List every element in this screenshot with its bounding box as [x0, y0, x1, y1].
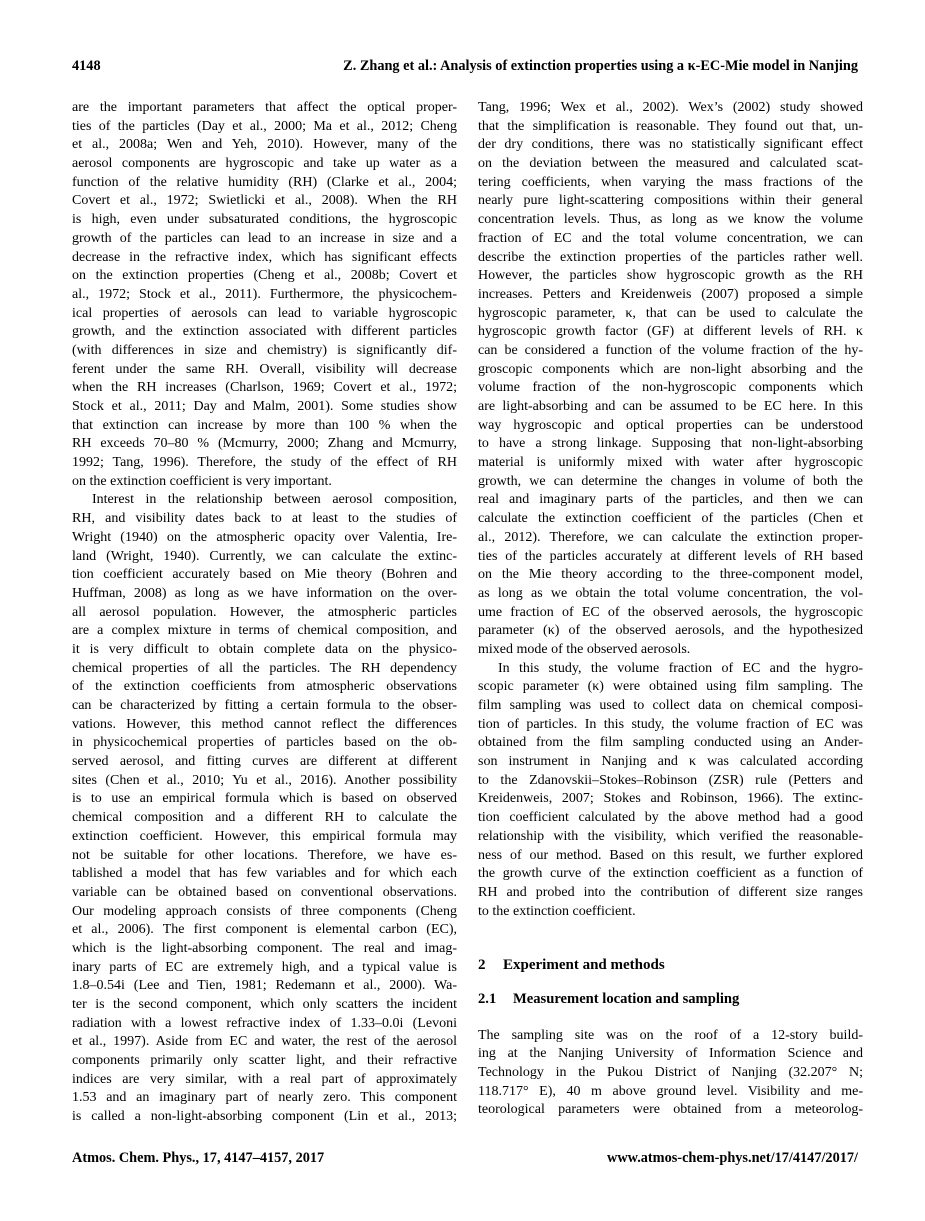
- text-line: relationship with the visibility, which verified the reasonable-: [478, 828, 863, 844]
- text-line: can be characterized by fitting a certain formula to the obser-: [72, 698, 457, 713]
- text-line: on the extinction properties (Cheng et al., 2008b; Covert et: [72, 268, 457, 284]
- text-line: aerosol components are hygroscopic and take up water as a: [72, 156, 457, 172]
- text-line: der dry conditions, there was no statistically significant effect: [478, 137, 863, 153]
- text-line: increases. Petters and Kreidenweis (2007) proposed a simple: [478, 286, 863, 302]
- section-number: 2: [478, 957, 486, 974]
- text-line: on the Mie theory according to the three-component model,: [478, 567, 863, 583]
- text-line: ness of our method. Based on this result, we further explored: [478, 847, 863, 863]
- section-heading: [478, 956, 863, 975]
- text-line: tering coefficients, when varying the mass fractions of the: [478, 174, 863, 190]
- text-line: Wright (1940) on the atmospheric opacity over Valentia, Ire-: [72, 529, 457, 545]
- text-line: tion coefficient accurately based on Mie theory (Bohren and: [72, 567, 457, 583]
- text-line: al., 1972; Stock et al., 2011). Furthermore, the physicochem-: [72, 286, 457, 302]
- text-line: parameter (κ) of the observed aerosols, and the hypothesized: [478, 623, 863, 639]
- text-line: Technology in the Pukou District of Nanjing (32.207° N;: [478, 1065, 863, 1081]
- text-line: 118.717° E), 40 m above ground level. Visibility and me-: [478, 1083, 863, 1099]
- right-column: [478, 99, 863, 1127]
- text-line: chemical properties of all the particles. The RH dependency: [72, 660, 457, 676]
- text-line: extinction coefficient. However, this empirical formula may: [72, 828, 457, 844]
- text-line: concentration levels. Thus, as long as we know the volume: [478, 212, 863, 228]
- text-line: mixed mode of the observed aerosols.: [478, 641, 691, 657]
- text-line: vations. However, this method cannot reflect the differences: [72, 716, 457, 732]
- text-line: Interest in the relationship between aerosol composition,: [92, 492, 457, 508]
- text-line: the growth curve of the extinction coefficient as a function of: [478, 866, 863, 882]
- page-header: [72, 58, 858, 75]
- text-line: ume fraction of EC of the observed aerosols, the hygroscopic: [478, 604, 863, 620]
- text-line: growth, and the extinction associated with different particles: [72, 324, 457, 340]
- text-line: 1.8–0.54i (Lee and Tien, 1981; Redemann et al., 2000). Wa-: [72, 978, 457, 994]
- text-line: served aerosol, and fitting curves are different at different: [72, 754, 457, 770]
- section-title: Experiment and methods: [503, 957, 665, 974]
- text-line: function of the relative humidity (RH) (Clarke et al., 2004;: [72, 174, 457, 190]
- text-line: teorological parameters were obtained from a meteorolog-: [478, 1102, 863, 1118]
- text-line: way hygroscopic and optical properties can be understood: [478, 417, 863, 433]
- text-line: land (Wright, 1940). Currently, we can calculate the extinc-: [72, 548, 457, 564]
- text-line: RH and probed into the contribution of different size ranges: [478, 884, 863, 900]
- text-line: when the RH increases (Charlson, 1969; Covert et al., 1972;: [72, 380, 457, 396]
- subsection-heading: [478, 990, 863, 1009]
- text-line: are light-absorbing and can be assumed to be EC here. In this: [478, 399, 863, 414]
- text-line: film sampling was used to collect data on chemical composi-: [478, 698, 863, 713]
- text-line: ing at the Nanjing University of Information Science and: [478, 1046, 863, 1062]
- text-columns: [72, 99, 863, 1127]
- text-line: is high, even under subsaturated conditions, the hygroscopic: [72, 212, 457, 228]
- paragraph: [478, 660, 863, 922]
- text-line: et al., 2006). The first component is elemental carbon (EC),: [72, 922, 457, 938]
- page-number: 4148: [72, 58, 101, 74]
- journal-url: www.atmos-chem-phys.net/17/4147/2017/: [607, 1150, 858, 1166]
- text-line: variable can be obtained based on conventional observations.: [72, 884, 457, 900]
- text-line: RH, and visibility dates back to at least to the studies of: [72, 511, 457, 527]
- text-line: is to use an empirical formula which is based on observed: [72, 791, 457, 807]
- text-line: sites (Chen et al., 2010; Yu et al., 2016). Another possibility: [72, 772, 457, 788]
- text-line: to the extinction coefficient.: [478, 903, 636, 919]
- text-line: material is uniformly mixed with water after hygroscopic: [478, 455, 863, 471]
- text-line: et al., 2008a; Wen and Yeh, 2010). However, many of the: [72, 137, 457, 153]
- text-line: Huffman, 2008) as long as we have information on the over-: [72, 585, 457, 601]
- text-line: RH exceeds 70–80 % (Mcmurry, 2000; Zhang and Mcmurry,: [72, 436, 457, 452]
- text-line: ties of the particles accurately at different levels of RH based: [478, 548, 863, 564]
- text-line: which is the light-absorbing component. The real and imag-: [72, 940, 457, 956]
- text-line: hygroscopic parameter, κ, that can be used to calculate the: [478, 305, 863, 321]
- text-line: on the extinction coefficient is very important.: [72, 473, 332, 489]
- text-line: decrease in the refractive index, which has significant effects: [72, 249, 457, 265]
- text-line: tion coefficient calculated by the above method had a good: [478, 810, 863, 826]
- text-line: of the extinction coefficients from atmospheric observations: [72, 679, 457, 695]
- text-line: tablished a model that has few variables and for which each: [72, 866, 457, 882]
- text-line: Stock et al., 2011; Day and Malm, 2001). Some studies show: [72, 399, 457, 414]
- text-line: In this study, the volume fraction of EC and the hygro-: [498, 660, 863, 676]
- text-line: in physicochemical properties of particles based on the ob-: [72, 735, 457, 751]
- text-line: are the important parameters that affect the optical proper-: [72, 100, 457, 115]
- text-line: can be considered a function of the volume fraction of the hy-: [478, 342, 863, 358]
- text-line: is called a non-light-absorbing component (Lin et al., 2013;: [72, 1109, 457, 1125]
- text-line: 1992; Tang, 1996). Therefore, the study of the effect of RH: [72, 455, 457, 471]
- text-line: ferent under the same RH. Overall, visibility will decrease: [72, 361, 457, 377]
- text-line: all aerosol population. However, the atmospheric particles: [72, 604, 457, 620]
- text-line: as long as we obtain the total volume concentration, the vol-: [478, 585, 863, 601]
- paragraph: [72, 491, 457, 1126]
- subsection-number: 2.1: [478, 990, 497, 1007]
- text-line: components primarily only scatter light, and their refractive: [72, 1053, 457, 1069]
- text-line: real and imaginary parts of the particles, and then we can: [478, 492, 863, 508]
- text-line: ties of the particles (Day et al., 2000; Ma et al., 2012; Cheng: [72, 118, 457, 134]
- text-line: radiation with a lowest refractive index of 1.33–0.0i (Levoni: [72, 1015, 457, 1031]
- paragraph: [478, 1027, 863, 1120]
- paragraph: [478, 99, 863, 660]
- text-line: chemical composition and a different RH to calculate the: [72, 810, 457, 826]
- section-body: [478, 1027, 863, 1120]
- text-line: Kreidenweis, 2007; Stokes and Robinson, 1966). The extinc-: [478, 791, 863, 807]
- running-title: Z. Zhang et al.: Analysis of extinction properties using a κ-EC-Mie model in Nanjing: [343, 58, 858, 74]
- text-line: groscopic components which are non-light absorbing and the: [478, 361, 863, 377]
- text-line: al., 2012). Therefore, we can calculate the extinction proper-: [478, 529, 863, 545]
- text-line: 1.53 and an imaginary part of nearly zero. This component: [72, 1090, 457, 1106]
- paragraph: [72, 99, 457, 491]
- text-line: However, the particles show hygroscopic growth as the RH: [478, 268, 863, 284]
- text-line: growth, we can determine the changes in volume of both the: [478, 473, 863, 489]
- text-line: describe the extinction properties of the particles rather well.: [478, 249, 863, 265]
- right-column-intro: [478, 99, 863, 921]
- page-footer: [72, 1150, 858, 1167]
- text-line: (with differences in size and chemistry) is significantly dif-: [72, 342, 457, 358]
- left-column: [72, 99, 457, 1127]
- text-line: that the simplification is reasonable. They found out that, un-: [478, 118, 863, 134]
- text-line: volume fraction of the non-hygroscopic components which: [478, 380, 863, 396]
- text-line: to have a strong linkage. Supposing that non-light-absorbing: [478, 436, 863, 452]
- text-line: scopic parameter (κ) were obtained using film sampling. The: [478, 679, 863, 695]
- text-line: ter is the second component, which only scatters the incident: [72, 997, 457, 1012]
- text-line: Covert et al., 1972; Swietlicki et al., 2008). When the RH: [72, 193, 457, 209]
- text-line: growth of the particles can lead to an increase in size and a: [72, 230, 457, 246]
- text-line: son instrument in Nanjing and κ was calculated according: [478, 754, 863, 770]
- text-line: nearly pure light-scattering compositions within their general: [478, 193, 863, 209]
- text-line: et al., 1997). Aside from EC and water, the rest of the aerosol: [72, 1034, 457, 1050]
- text-line: obtained from the film sampling conducted using an Ander-: [478, 735, 863, 751]
- text-line: calculate the extinction coefficient of the particles (Chen et: [478, 511, 863, 527]
- text-line: not be suitable for other locations. Therefore, we have es-: [72, 847, 457, 863]
- text-line: that extinction can increase by more than 100 % when the: [72, 417, 457, 433]
- text-line: indices are very similar, with a real part of approximately: [72, 1071, 457, 1087]
- text-line: hygroscopic growth factor (GF) at different levels of RH. κ: [478, 324, 863, 340]
- text-line: Our modeling approach consists of three components (Cheng: [72, 903, 457, 919]
- text-line: it is very difficult to obtain complete data on the physico-: [72, 641, 457, 657]
- text-line: fraction of EC and the total volume concentration, we can: [478, 230, 863, 246]
- journal-citation: Atmos. Chem. Phys., 17, 4147–4157, 2017: [72, 1150, 325, 1166]
- text-line: ical properties of aerosols can lead to variable hygroscopic: [72, 305, 457, 321]
- text-line: The sampling site was on the roof of a 12-story build-: [478, 1027, 863, 1043]
- subsection-title: Measurement location and sampling: [513, 990, 740, 1007]
- text-line: Tang, 1996; Wex et al., 2002). Wex’s (2002) study showed: [478, 100, 863, 115]
- text-line: tion of particles. In this study, the volume fraction of EC was: [478, 716, 863, 732]
- text-line: on the deviation between the measured and calculated scat-: [478, 156, 863, 172]
- text-line: are a complex mixture in terms of chemical composition, and: [72, 623, 457, 639]
- text-line: to the Zdanovskii–Stokes–Robinson (ZSR) rule (Petters and: [478, 772, 863, 788]
- text-line: inary parts of EC are extremely high, and a typical value is: [72, 959, 457, 975]
